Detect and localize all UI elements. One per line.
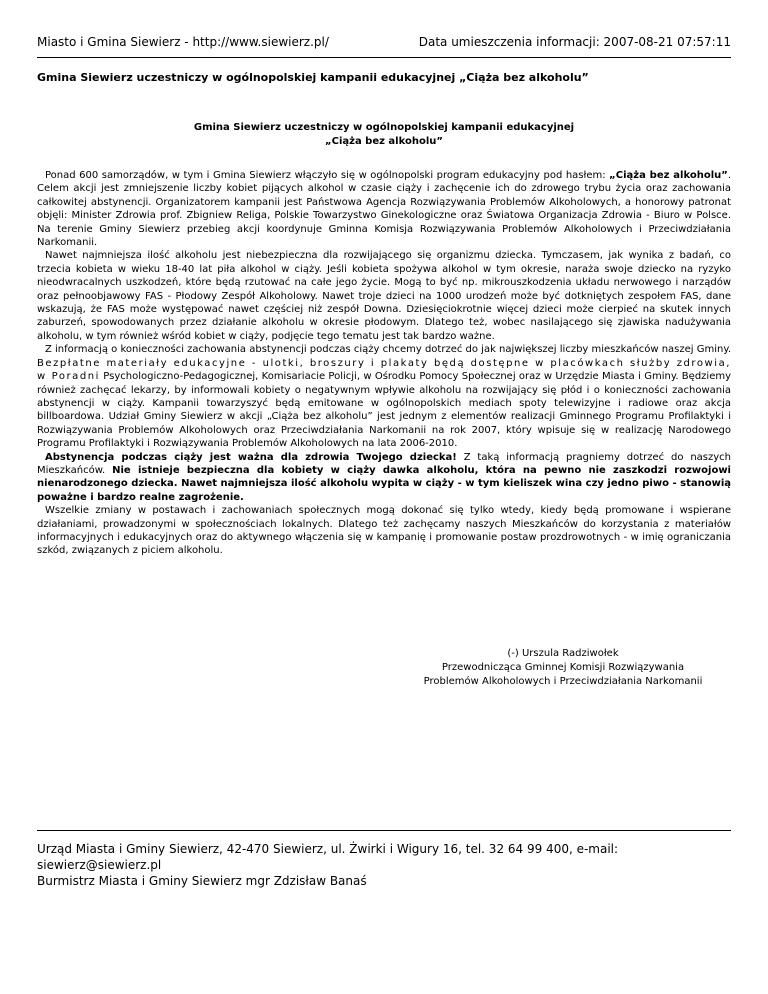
paragraph-1-text-cont: . Celem akcji jest zmniejszenie liczby kobiet pijących alkohol w czasie ciąży i zachęcenie ich do zdrowego trybu życia oraz zachowania całkowitej abstynencji. Organizatorem kampanii jest Państwowa Agencja Rozwiązywania Problemów Alkoholowych, a honorowy patronat objęli: Minister Zdrowia prof. Zbigniew Religa, Polskie Towarzystwo Ginekologiczne oraz Światowa Organizacja Zdrowia - Biuro w Polsce. Na terenie Gminy Siewierz przebieg akcji koordynuje Gminna Komisja Rozwiązywania Problemów Alkoholowych i Przeciwdziałania Narkomanii. bbox=[37, 170, 732, 249]
footer-divider bbox=[37, 830, 731, 831]
paragraph-4-bold-1: Abstynencja podczas ciąży jest ważna dla zdrowia Twojego dziecka! bbox=[45, 451, 457, 463]
paragraph-4-text: Z taką informacją pragniemy dotrzeć do naszych Mieszkańców. bbox=[37, 451, 731, 476]
signature-name: (-) Urszula Radziwołek bbox=[507, 648, 619, 659]
paragraph-1 bbox=[37, 169, 731, 249]
paragraph-3-line1: Z informacją o konieczności zachowania abstynencji podczas ciąży chcemy dotrzeć do jak największej liczby mieszkańców naszej Gminy. bbox=[45, 344, 732, 356]
paragraph-2: Nawet najmniejsza ilość alkoholu jest niebezpieczna dla rozwijającego się organizmu dziecka. Tymczasem, jak wynika z badań, co trzecia kobieta w wieku 18-40 lat piła alkohol w ciąży. Jeśli kobieta spożywa alkohol w tym okresie, naraża swoje dziecko na ryzyko nieodwracalnych uszkodzeń, które będą rzutować na całe jego życie. Mogą to być np. mikrouszkodzenia układu nerwowego i narządów oraz pełnoobjawowy FAS - Płodowy Zespół Alkoholowy. Nawet troje dzieci na 1000 urodzeń może być dotkniętych zespołem FAS, dane wskazują, że FAS może występować nawet częściej niż zespół Downa. Dziesięciokrotnie więcej dzieci może cierpieć na skutek innych zaburzeń, spowodowanych przez działanie alkoholu w okresie płodowym. Dlatego też, wobec nasilającego się zjawiska nadużywania alkoholu, w tym również wśród kobiet w ciąży, podjęcie tego tematu jest tak bardzo ważne. bbox=[37, 250, 731, 342]
signature-role-line1: Przewodnicząca Gminnej Komisji Rozwiązywania bbox=[441, 662, 685, 673]
article-body bbox=[37, 121, 731, 558]
signature-block bbox=[418, 647, 708, 689]
paragraph-4-bold-2: Nie istnieje bezpieczna dla kobiety w ciąży dawka alkoholu, która na pewno nie zaszkodzi rozwojowi nienarodzonego dziecka. Nawet najmniejsza ilość alkoholu wypita w ciąży - w tym kieliszek wina czy jedno piwo - stanowią poważne i bardzo realne zagrożenie. bbox=[37, 464, 731, 503]
footer-mayor: Burmistrz Miasta i Gminy Siewierz mgr Zdzisław Banaś bbox=[37, 874, 367, 888]
page-title: Gmina Siewierz uczestniczy w ogólnopolskiej kampanii edukacyjnej „Ciąża bez alkoholu” bbox=[37, 71, 589, 84]
article-title bbox=[37, 121, 731, 149]
paragraph-4 bbox=[37, 451, 731, 505]
paragraph-3-spaced: Bezpłatne materiały edukacyjne - ulotki, broszury i plakaty będą dostępne w placówkach służby zdrowia, w Poradni bbox=[37, 357, 731, 383]
header-divider bbox=[37, 57, 731, 58]
paragraph-5: Wszelkie zmiany w postawach i zachowaniach społecznych mogą dokonać się tylko wtedy, kiedy będą promowane i wspierane działaniami, prowadzonymi w społecznościach lokalnych. Dlatego też zachęcamy naszych Mieszkańców do korzystania z materiałów informacyjnych i edukacyjnych oraz do aktywnego włączenia się w kampanię i promowanie postaw prozdrowotnych - w imię ograniczania szkód, związanych z piciem alkoholu. bbox=[37, 505, 731, 557]
article-title-line1: Gmina Siewierz uczestniczy w ogólnopolskiej kampanii edukacyjnej bbox=[193, 122, 575, 133]
site-name: Miasto i Gmina Siewierz - http://www.siewierz.pl/ bbox=[37, 35, 329, 49]
page-footer bbox=[37, 841, 731, 889]
publish-date: Data umieszczenia informacji: 2007-08-21 07:57:11 bbox=[418, 35, 731, 49]
paragraph-1-text: Ponad 600 samorządów, w tym i Gmina Siewierz włączyło się w ogólnopolski program edukacyjny pod hasłem: bbox=[45, 170, 610, 181]
article-title-line2: „Ciąża bez alkoholu” bbox=[325, 136, 443, 147]
campaign-slogan: „Ciąża bez alkoholu” bbox=[609, 170, 728, 181]
paragraph-3-rest: Psychologiczno-Pedagogicznej, Komisariacie Policji, w Ośrodku Pomocy Społecznej oraz w Urzędzie Miasta i Gminy. Będziemy również zachęcać lekarzy, by informowali kobiety o negatywnym wpływie alkoholu na rozwijający się płód i o konieczności zachowania abstynencji w ciąży. Kampanii towarzyszyć będą emitowane w ogólnopolskich mediach spoty telewizyjne i radiowe oraz akcja billboardowa. Udział Gminy Siewierz w akcji „Ciąża bez alkoholu” jest jednym z elementów realizacji Gminnego Programu Profilaktyki i Rozwiązywania Problemów Alkoholowych oraz Przeciwdziałania Narkomanii na rok 2007, który wpisuje się w realizację Narodowego Programu Profilaktyki i Rozwiązywania Problemów Alkoholowych na lata 2006-2010. bbox=[37, 371, 732, 450]
footer-address: Urząd Miasta i Gminy Siewierz, 42-470 Siewierz, ul. Żwirki i Wigury 16, tel. 32 64 99 400, e-mail: siewierz@siewierz.pl bbox=[37, 842, 619, 872]
paragraph-3 bbox=[37, 343, 731, 450]
signature-role-line2: Problemów Alkoholowych i Przeciwdziałania Narkomanii bbox=[423, 676, 703, 687]
page-header bbox=[37, 35, 731, 50]
